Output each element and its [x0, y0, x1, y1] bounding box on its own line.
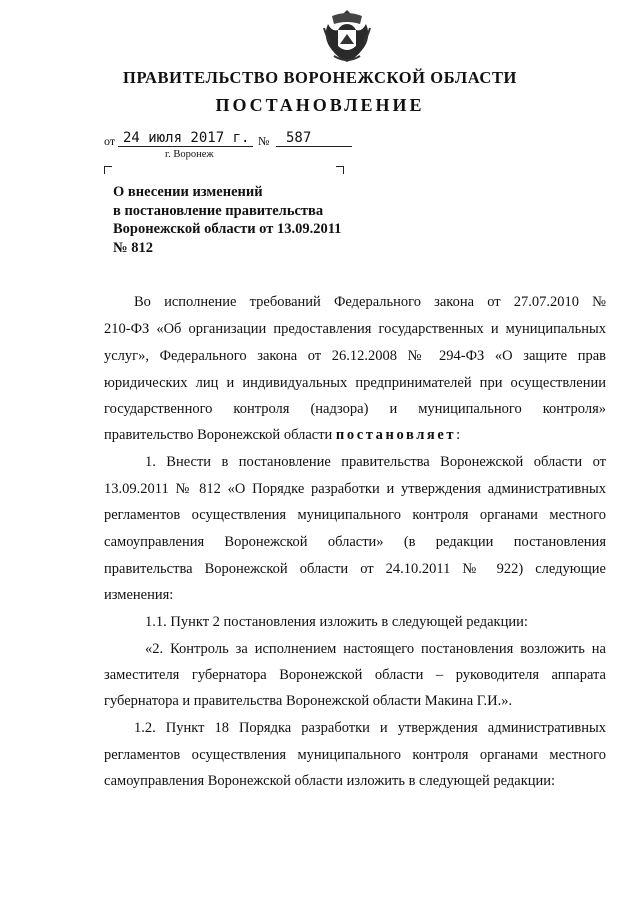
date-prefix: от	[104, 134, 116, 148]
body-line-resolution	[104, 426, 606, 444]
document-number: 587	[276, 130, 352, 147]
body-line: регламентов осуществления муниципального контроля органами местного	[104, 747, 606, 763]
body-line: самоуправления Воронежской области» (в редакции постановления	[104, 534, 606, 550]
body-line: Во исполнение требований Федерального закона от 27.07.2010 №	[134, 294, 606, 310]
subject-line: Воронежской области от 13.09.2011	[113, 221, 342, 238]
document-date: 24 июля 2017 г.	[118, 130, 253, 147]
body-line: 1.2. Пункт 18 Порядка разработки и утверждения административных	[134, 720, 606, 736]
subject-bracket-left	[104, 166, 112, 174]
body-line: услуг», Федерального закона от 26.12.2008 № 294-ФЗ «О защите прав	[104, 348, 606, 364]
subject-line: в постановление правительства	[113, 202, 324, 219]
body-text: правительство Воронежской области	[104, 427, 336, 443]
city-label: г. Воронеж	[165, 149, 214, 160]
subject-bracket-right	[336, 166, 344, 174]
body-line: заместителя губернатора Воронежской области – руководителя аппарата	[104, 667, 606, 683]
body-line: самоуправления Воронежской области изложить в следующей редакции:	[104, 773, 556, 789]
subject-line: № 812	[113, 239, 153, 256]
body-line: регламентов осуществления муниципального контроля органами местного	[104, 507, 606, 523]
document-subject	[113, 183, 413, 257]
coat-of-arms-emblem	[322, 6, 372, 64]
body-line: 13.09.2011 № 812 «О Порядке разработки и утверждения административных	[104, 481, 606, 497]
government-title: ПРАВИТЕЛЬСТВО ВОРОНЕЖСКОЙ ОБЛАСТИ	[123, 68, 517, 87]
subject-line: О внесении изменений	[113, 184, 263, 200]
body-line: государственного контроля (надзора) и муниципального контроля»	[104, 401, 606, 417]
body-text: :	[456, 427, 461, 443]
number-sign: №	[258, 134, 270, 148]
body-line: 1. Внести в постановление правительства Воронежской области от	[145, 454, 606, 470]
document-type-title: ПОСТАНОВЛЕНИЕ	[215, 95, 425, 115]
resolution-keyword: постановляет	[335, 427, 457, 443]
body-line: правительства Воронежской области от 24.10.2011 № 922) следующие	[104, 561, 606, 577]
body-line: губернатора и правительства Воронежской области Макина Г.И.».	[104, 693, 513, 709]
body-line: «2. Контроль за исполнением настоящего постановления возложить на	[145, 641, 606, 657]
body-line: изменения:	[104, 587, 174, 603]
body-line: 210-ФЗ «Об организации предоставления государственных и муниципальных	[104, 321, 606, 337]
body-line: юридических лиц и индивидуальных предпринимателей при осуществлении	[104, 375, 606, 391]
body-line: 1.1. Пункт 2 постановления изложить в следующей редакции:	[145, 614, 528, 630]
